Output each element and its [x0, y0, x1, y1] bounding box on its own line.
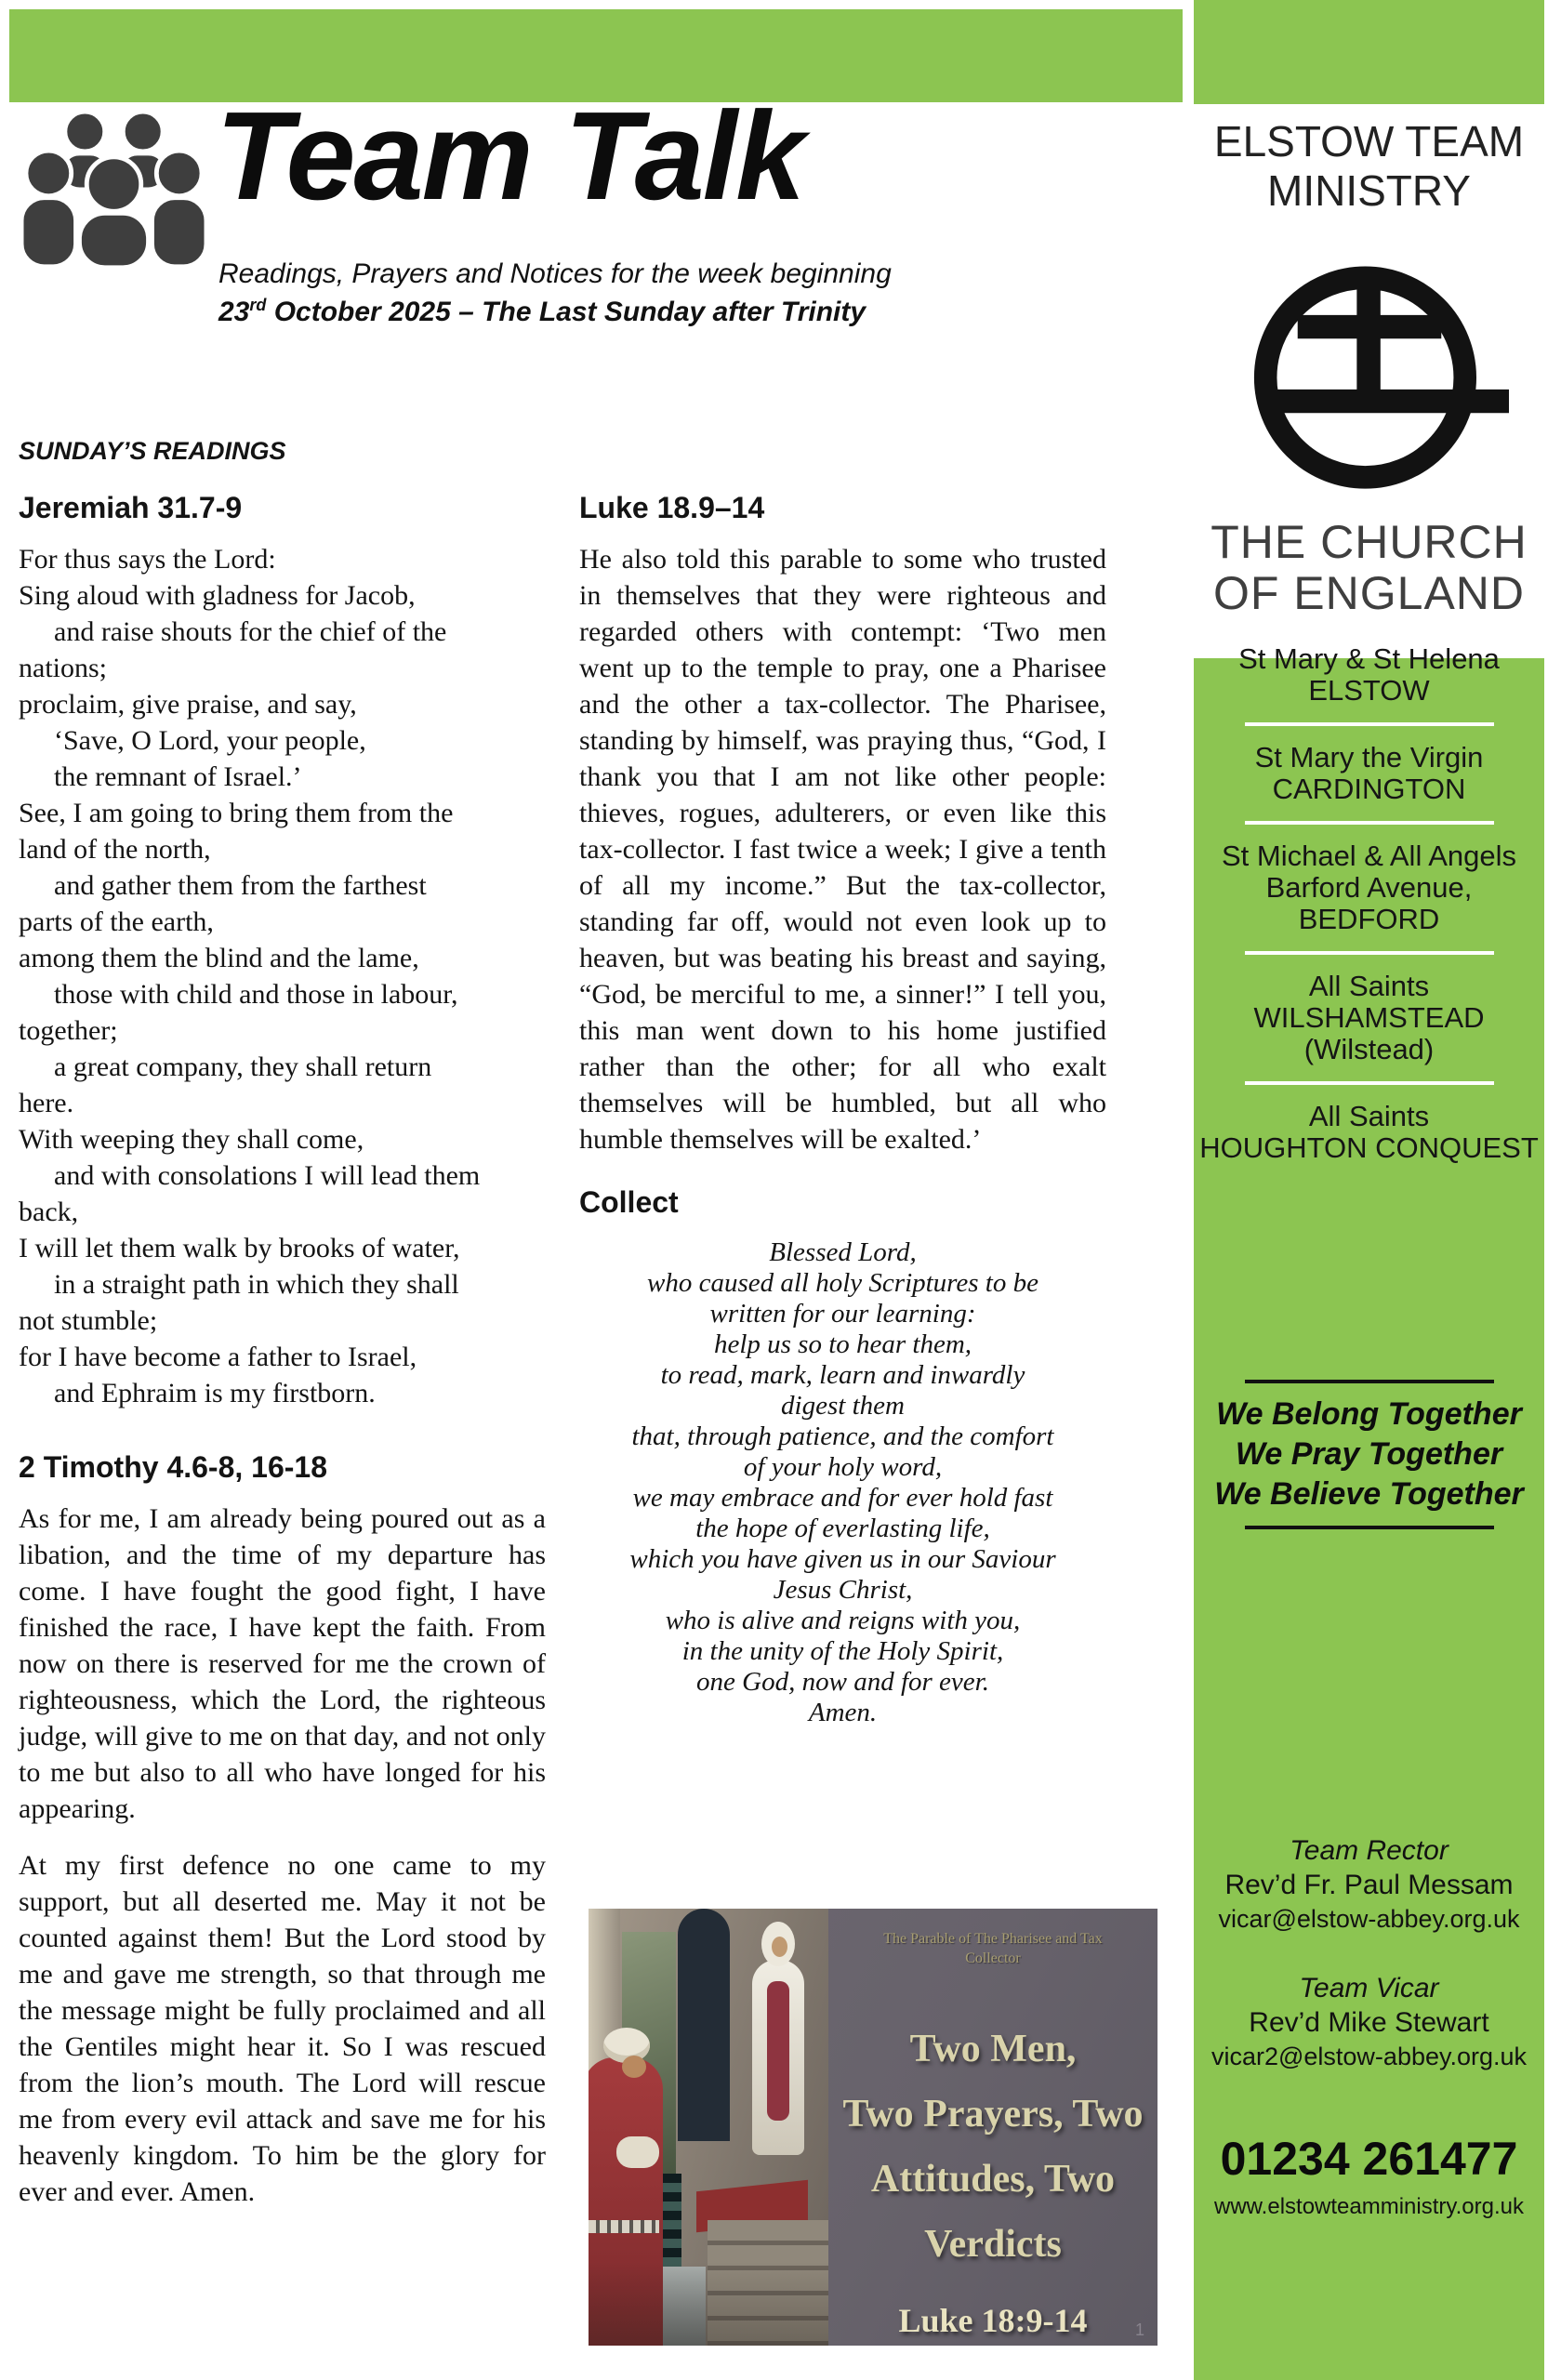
poem-line: See, I am going to bring them from the [19, 798, 454, 828]
slide-caption-line: Collector [965, 1950, 1021, 1966]
poem-line: With weeping they shall come, [19, 1124, 364, 1155]
collect-line: Jesus Christ, [773, 1575, 913, 1605]
pharisee-face [772, 1937, 787, 1957]
church-name: St Michael & All Angels [1221, 840, 1517, 872]
slide-title-lines [828, 2016, 1158, 2277]
collect-line: digest them [781, 1391, 905, 1421]
collect-line: in the unity of the Holy Spirit, [681, 1636, 1004, 1666]
tax-collector-belt [589, 2220, 659, 2233]
coe-line: OF ENGLAND [1212, 567, 1526, 619]
ministry-name [1194, 104, 1544, 216]
church-place: Barford Avenue, BEDFORD [1265, 871, 1473, 935]
poem-line: ‘Save, O Lord, your people, [54, 725, 366, 756]
motto-line: We Belong Together [1216, 1396, 1522, 1432]
reading-title-luke: Luke 18.9–14 [579, 491, 765, 524]
contact-entry [1194, 1833, 1544, 1936]
date-rest: October 2025 [266, 297, 451, 327]
church-of-england-box [1194, 104, 1544, 658]
poem-line: a great company, they shall return [54, 1051, 432, 1082]
church-entry [1194, 840, 1544, 935]
collect-line: help us so to hear them, [713, 1329, 972, 1359]
jeremiah-lines [19, 541, 546, 1411]
church-place: CARDINGTON [1272, 773, 1466, 805]
slide-caption-line: The Parable of The Pharisee and Tax [883, 1931, 1103, 1947]
motto-lines [1194, 1395, 1544, 1514]
tax-collector-face [622, 2056, 646, 2078]
middle-column [579, 489, 1106, 1728]
poem-line: For thus says the Lord: [19, 544, 276, 575]
poem-line: and gather them from the farthest [54, 870, 427, 901]
timothy-paragraph: As for me, I am already being poured out as a libation, and the time of my departure has come. I have fought the good fight, I have finished the race, I have kept the faith. From now on there is reserved for me the crown of righteousness, which the Lord, the righteous judge, will give to me on that day, and not only to me but also to all who have longed for his appearing. [19, 1503, 546, 1824]
phone-number: 01234 261477 [1220, 2133, 1518, 2185]
poem-line: Sing aloud with gladness for Jacob, [19, 580, 416, 611]
collect-line: one God, now and for ever. [696, 1667, 989, 1697]
date-day: 23 [218, 297, 250, 327]
parable-slide-image [589, 1909, 1158, 2346]
slide-title-line: Two Men, [909, 2028, 1077, 2070]
poem-line: the remnant of Israel.’ [54, 761, 302, 792]
collect-line: of your holy word, [743, 1452, 943, 1482]
newsletter-title: Team Talk [216, 86, 804, 226]
poem-line: proclaim, give praise, and say, [19, 689, 357, 720]
collect-title: Collect [579, 1185, 679, 1219]
date-ordinal: rd [249, 296, 267, 314]
poem-line: together; [19, 1015, 118, 1046]
luke-paragraph: He also told this parable to some who trusted in themselves that they were righteous and regarded others with contempt: ‘Two men went up to the temple to pray, one a Pharisee and the other a tax-collector. The Pharisee, standing by himself, was praying thus, “God, I thank you that I am not like other people: thieves, rogues, adulterers, or even like this tax-collector. I fast twice a week; I give a tenth of all my income.” But the tax-collector, standing far off, would not even look up to heaven, but was beating his breast and saying, “God, be merciful to me, a sinner!” I tell you, this man went down to his home justified rather than the other; for all who exalt themselves will be humbled, but all who humble themselves will be exalted.’ [579, 544, 1106, 1155]
contact-name: Rev’d Mike Stewart [1249, 2007, 1489, 2038]
collect-line: who is alive and reigns with you, [665, 1606, 1021, 1635]
collect-line: written for our learning: [709, 1299, 976, 1329]
slide-caption [828, 1929, 1158, 1968]
poem-line: back, [19, 1197, 79, 1227]
church-of-england-wordmark [1194, 517, 1544, 619]
slide-title-line: Two Prayers, Two [842, 2093, 1144, 2135]
divider [1245, 821, 1494, 825]
contact-role: Team Rector [1290, 1835, 1449, 1866]
ministry-line: MINISTRY [1267, 166, 1471, 215]
motto-line: We Pray Together [1235, 1436, 1503, 1472]
contact-role: Team Vicar [1299, 1973, 1439, 2003]
poem-line: I will let them walk by brooks of water, [19, 1233, 460, 1263]
slide-text [828, 1909, 1158, 2346]
church-entry [1194, 971, 1544, 1065]
church-list [1194, 643, 1544, 1164]
motto-line: We Believe Together [1214, 1476, 1524, 1512]
ministry-line: ELSTOW TEAM [1213, 117, 1525, 165]
church-place: WILSHAMSTEAD (Wilstead) [1253, 1001, 1485, 1065]
poem-line: and raise shouts for the chief of the [54, 616, 447, 647]
church-name: All Saints [1308, 970, 1430, 1002]
slide-page-number: 1 [1134, 2320, 1144, 2339]
contact-list [1194, 1833, 1544, 2109]
poem-line: parts of the earth, [19, 906, 214, 937]
website-link[interactable]: www.elstowteamministry.org.uk [1214, 2194, 1524, 2219]
church-name: All Saints [1308, 1100, 1430, 1132]
reading-title-timothy: 2 Timothy 4.6-8, 16-18 [19, 1450, 327, 1484]
divider [1245, 1526, 1494, 1529]
tax-collector-sleeve [616, 2136, 659, 2168]
church-name: St Mary & St Helena [1238, 642, 1500, 675]
collect-line: that, through patience, and the comfort [631, 1421, 1054, 1451]
poem-line: not stumble; [19, 1305, 158, 1336]
contact-email[interactable]: vicar@elstow-abbey.org.uk [1218, 1905, 1520, 1933]
painting-arch [678, 1909, 730, 2141]
poem-line: among them the blind and the lame, [19, 943, 419, 973]
occasion: – The Last Sunday after Trinity [450, 297, 866, 327]
timothy-paragraph: At my first defence no one came to my support, but all deserted me. May it not be counted against them! But the Lord stood by me and gave me strength, so that through me the message might be fully proclaimed and all the Gentiles might hear it. So I was rescued from the lion’s mouth. The Lord will rescue me from every evil attack and save me for his heavenly kingdom. To him be the glory for ever and ever. Amen. [19, 1850, 546, 2207]
collect-line: Blessed Lord, [769, 1237, 917, 1267]
church-place: HOUGHTON CONQUEST [1199, 1131, 1539, 1164]
church-entry [1194, 742, 1544, 805]
poem-line: and Ephraim is my firstborn. [54, 1378, 376, 1408]
newsletter-subtitle: Readings, Prayers and Notices for the week beginning [218, 258, 892, 289]
collect-line: to read, mark, learn and inwardly [660, 1360, 1025, 1390]
divider [1245, 951, 1494, 955]
motto-block [1194, 1380, 1544, 1529]
pharisee-robe [767, 1981, 789, 2121]
collect-line: Amen. [808, 1698, 878, 1727]
slide-title-line: Attitudes, Two [870, 2158, 1116, 2201]
church-of-england-logo [1230, 225, 1509, 513]
church-name: St Mary the Virgin [1254, 741, 1484, 774]
collect-line: the hope of everlasting life, [695, 1514, 990, 1543]
temple-painting [589, 1909, 828, 2346]
reading-title-jeremiah: Jeremiah 31.7-9 [19, 491, 243, 524]
poem-line: nations; [19, 653, 107, 683]
coe-line: THE CHURCH [1210, 516, 1528, 568]
poem-line: in a straight path in which they shall [54, 1269, 459, 1300]
slide-reference: Luke 18:9-14 [898, 2302, 1088, 2339]
newsletter-date-line [218, 296, 866, 328]
collect-line: we may embrace and for ever hold fast [632, 1483, 1053, 1513]
church-entry [1194, 643, 1544, 707]
divider [1245, 1081, 1494, 1085]
contact-name: Rev’d Fr. Paul Messam [1224, 1870, 1514, 1900]
painting-shadow [589, 2262, 828, 2346]
poem-line: land of the north, [19, 834, 211, 865]
left-column [19, 435, 546, 2230]
contact-entry [1194, 1971, 1544, 2073]
poem-line: here. [19, 1088, 74, 1118]
church-entry [1194, 1101, 1544, 1164]
people-group-icon [23, 104, 205, 270]
poem-line: for I have become a father to Israel, [19, 1342, 417, 1372]
section-title: SUNDAY’S READINGS [19, 437, 286, 465]
divider [1245, 722, 1494, 726]
collect-lines [579, 1237, 1106, 1728]
collect-line: which you have given us in our Saviour [629, 1544, 1056, 1574]
collect-line: who caused all holy Scriptures to be [647, 1268, 1038, 1298]
slide-title-line: Verdicts [924, 2223, 1062, 2266]
church-place: ELSTOW [1308, 674, 1430, 707]
poem-line: and with consolations I will lead them [54, 1160, 481, 1191]
poem-line: those with child and those in labour, [54, 979, 458, 1010]
divider [1245, 1380, 1494, 1383]
contact-email[interactable]: vicar2@elstow-abbey.org.uk [1210, 2043, 1528, 2070]
